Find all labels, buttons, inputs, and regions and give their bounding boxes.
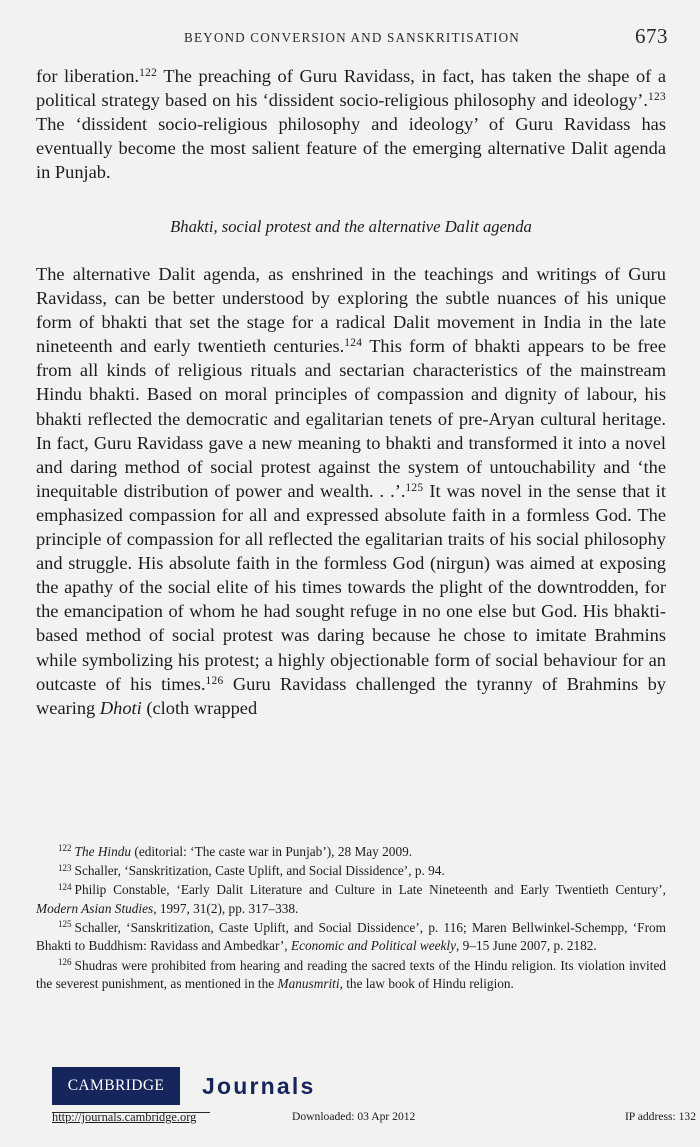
cambridge-journals-logo[interactable] [52,1067,315,1105]
footnotes-block [36,843,666,994]
running-head-title: BEYOND CONVERSION AND SANSKRITISATION [184,30,520,45]
paragraph-2-text-b: This form of bhakti appears to be free from all kinds of religious rituals and sectarian characteristics of the mainstream Hindu bhakti. Based on moral principles of compassion and dignity of labour, his bhakti reflected the democratic and egalitarian tenets of pre-Aryan cultural heritage. In fact, Guru Ravidass gave a new meaning to bhakti and transformed it into a novel and daring method of social protest against the system of untouchability and ‘the inequitable distribution of power and wealth. . .’. [36,336,666,501]
footnote-124 [36,881,666,918]
footnote-126-text-before: Shudras were prohibited from hearing and reading the sacred texts of the Hindu religion. Its violation invited the severest punishment, as mentioned in the [36,957,666,992]
footnote-125-text-before: Schaller, ‘Sanskritization, Caste Uplift, and Social Dissidence’, p. 116; Maren Bellwinkel-Schempp, ‘From Bhakti to Buddhism: Ravidass and Ambedkar’, [36,919,666,954]
footnote-124-text-after: , 1997, 31(2), pp. 317–338. [153,900,299,916]
body-paragraph-2-block [36,262,666,720]
footnote-number-124: 124 [58,881,72,892]
paragraph-1-text-a: for liberation. [36,66,140,86]
download-date: Downloaded: 03 Apr 2012 [292,1110,416,1123]
footnote-number-125: 125 [58,919,72,930]
page-number: 673 [635,24,668,48]
journals-url-link[interactable]: http://journals.cambridge.org [52,1110,197,1124]
paragraph-continuation [36,64,666,184]
footnote-122 [36,843,666,862]
footnote-number-126: 126 [58,957,72,968]
footnote-122-italic-title: The Hindu [74,844,132,859]
footnote-ref-124[interactable]: 124 [344,337,363,350]
footnote-ref-123[interactable]: 123 [648,91,666,104]
footnote-125 [36,919,666,956]
paragraph-2-text-d: Guru Ravidass challenged the tyranny of Brahmins by wearing [36,673,666,718]
running-head [36,24,668,56]
footnote-number-122: 122 [58,843,72,854]
footnote-125-text-after: , 9–15 June 2007, p. 2182. [456,938,597,954]
footnote-number-123: 123 [58,862,72,873]
term-dhoti: Dhoti [99,697,142,718]
section-heading: Bhakti, social protest and the alternative Dalit agenda [170,217,532,236]
footnote-126 [36,957,666,994]
paragraph-1-text-c: The ‘dissident socio-religious philosophy and ideology’ of Guru Ravidass has eventually become the most salient feature of the emerging alternative Dalit agenda in Punjab. [36,114,666,183]
footnote-124-journal-title: Modern Asian Studies [36,900,154,916]
body-paragraph-1-block [36,64,666,184]
paragraph-2-text-e: (cloth wrapped [141,697,258,718]
footnote-125-journal-title: Economic and Political weekly [290,938,457,954]
paragraph-2 [36,262,666,720]
ip-address-label: IP address: 132 [624,1110,696,1123]
footnote-126-italic-term: Manusmriti [277,976,340,992]
cambridge-logo-box: CAMBRIDGE [52,1067,180,1105]
journals-wordmark: Journals [202,1072,316,1099]
footnote-123-text: Schaller, ‘Sanskritization, Caste Uplift, and Social Dissidence’, p. 94. [74,863,445,879]
paragraph-2-text-c: It was novel in the sense that it emphasized compassion for all and expressed absolute faith in a formless God. The principle of compassion for all reflected the egalitarian traits of his social philosophy and struggle. His absolute faith in the formless God (nirgun) was aimed at exposing the apathy of the social elite of his times towards the plight of the downtrodden, for the emancipation of whom he had sought refuge in no one else but God. His bhakti-based method of social protest was daring because he chose to imitate Brahmins while symbolizing his protest; a highly objectionable form of social behaviour for an outcaste of his times. [36,480,666,694]
footnote-126-text-after: , the law book of Hindu religion. [339,976,514,992]
footnote-ref-126[interactable]: 126 [205,674,224,687]
download-footer [52,1110,696,1132]
paragraph-1-text-b: The preaching of Guru Ravidass, in fact, has taken the shape of a political strategy based on his ‘dissident socio-religious philosophy and ideology’. [36,66,666,111]
footnote-ref-125[interactable]: 125 [405,481,424,494]
section-heading-block [36,216,666,238]
footnote-ref-122[interactable]: 122 [139,67,158,80]
footnote-122-text: (editorial: ‘The caste war in Punjab’), 28 May 2009. [131,844,413,859]
footnote-124-text-before: Philip Constable, ‘Early Dalit Literature and Culture in Late Nineteenth and Early Twentieth Century’, [74,882,666,898]
paragraph-2-text-a: The alternative Dalit agenda, as enshrined in the teachings and writings of Guru Ravidass, can be better understood by exploring the subtle nuances of his unique form of bhakti that set the stage for a radical Dalit movement in India in the late nineteenth and early twentieth centuries. [36,264,666,357]
footnote-123 [36,862,666,881]
